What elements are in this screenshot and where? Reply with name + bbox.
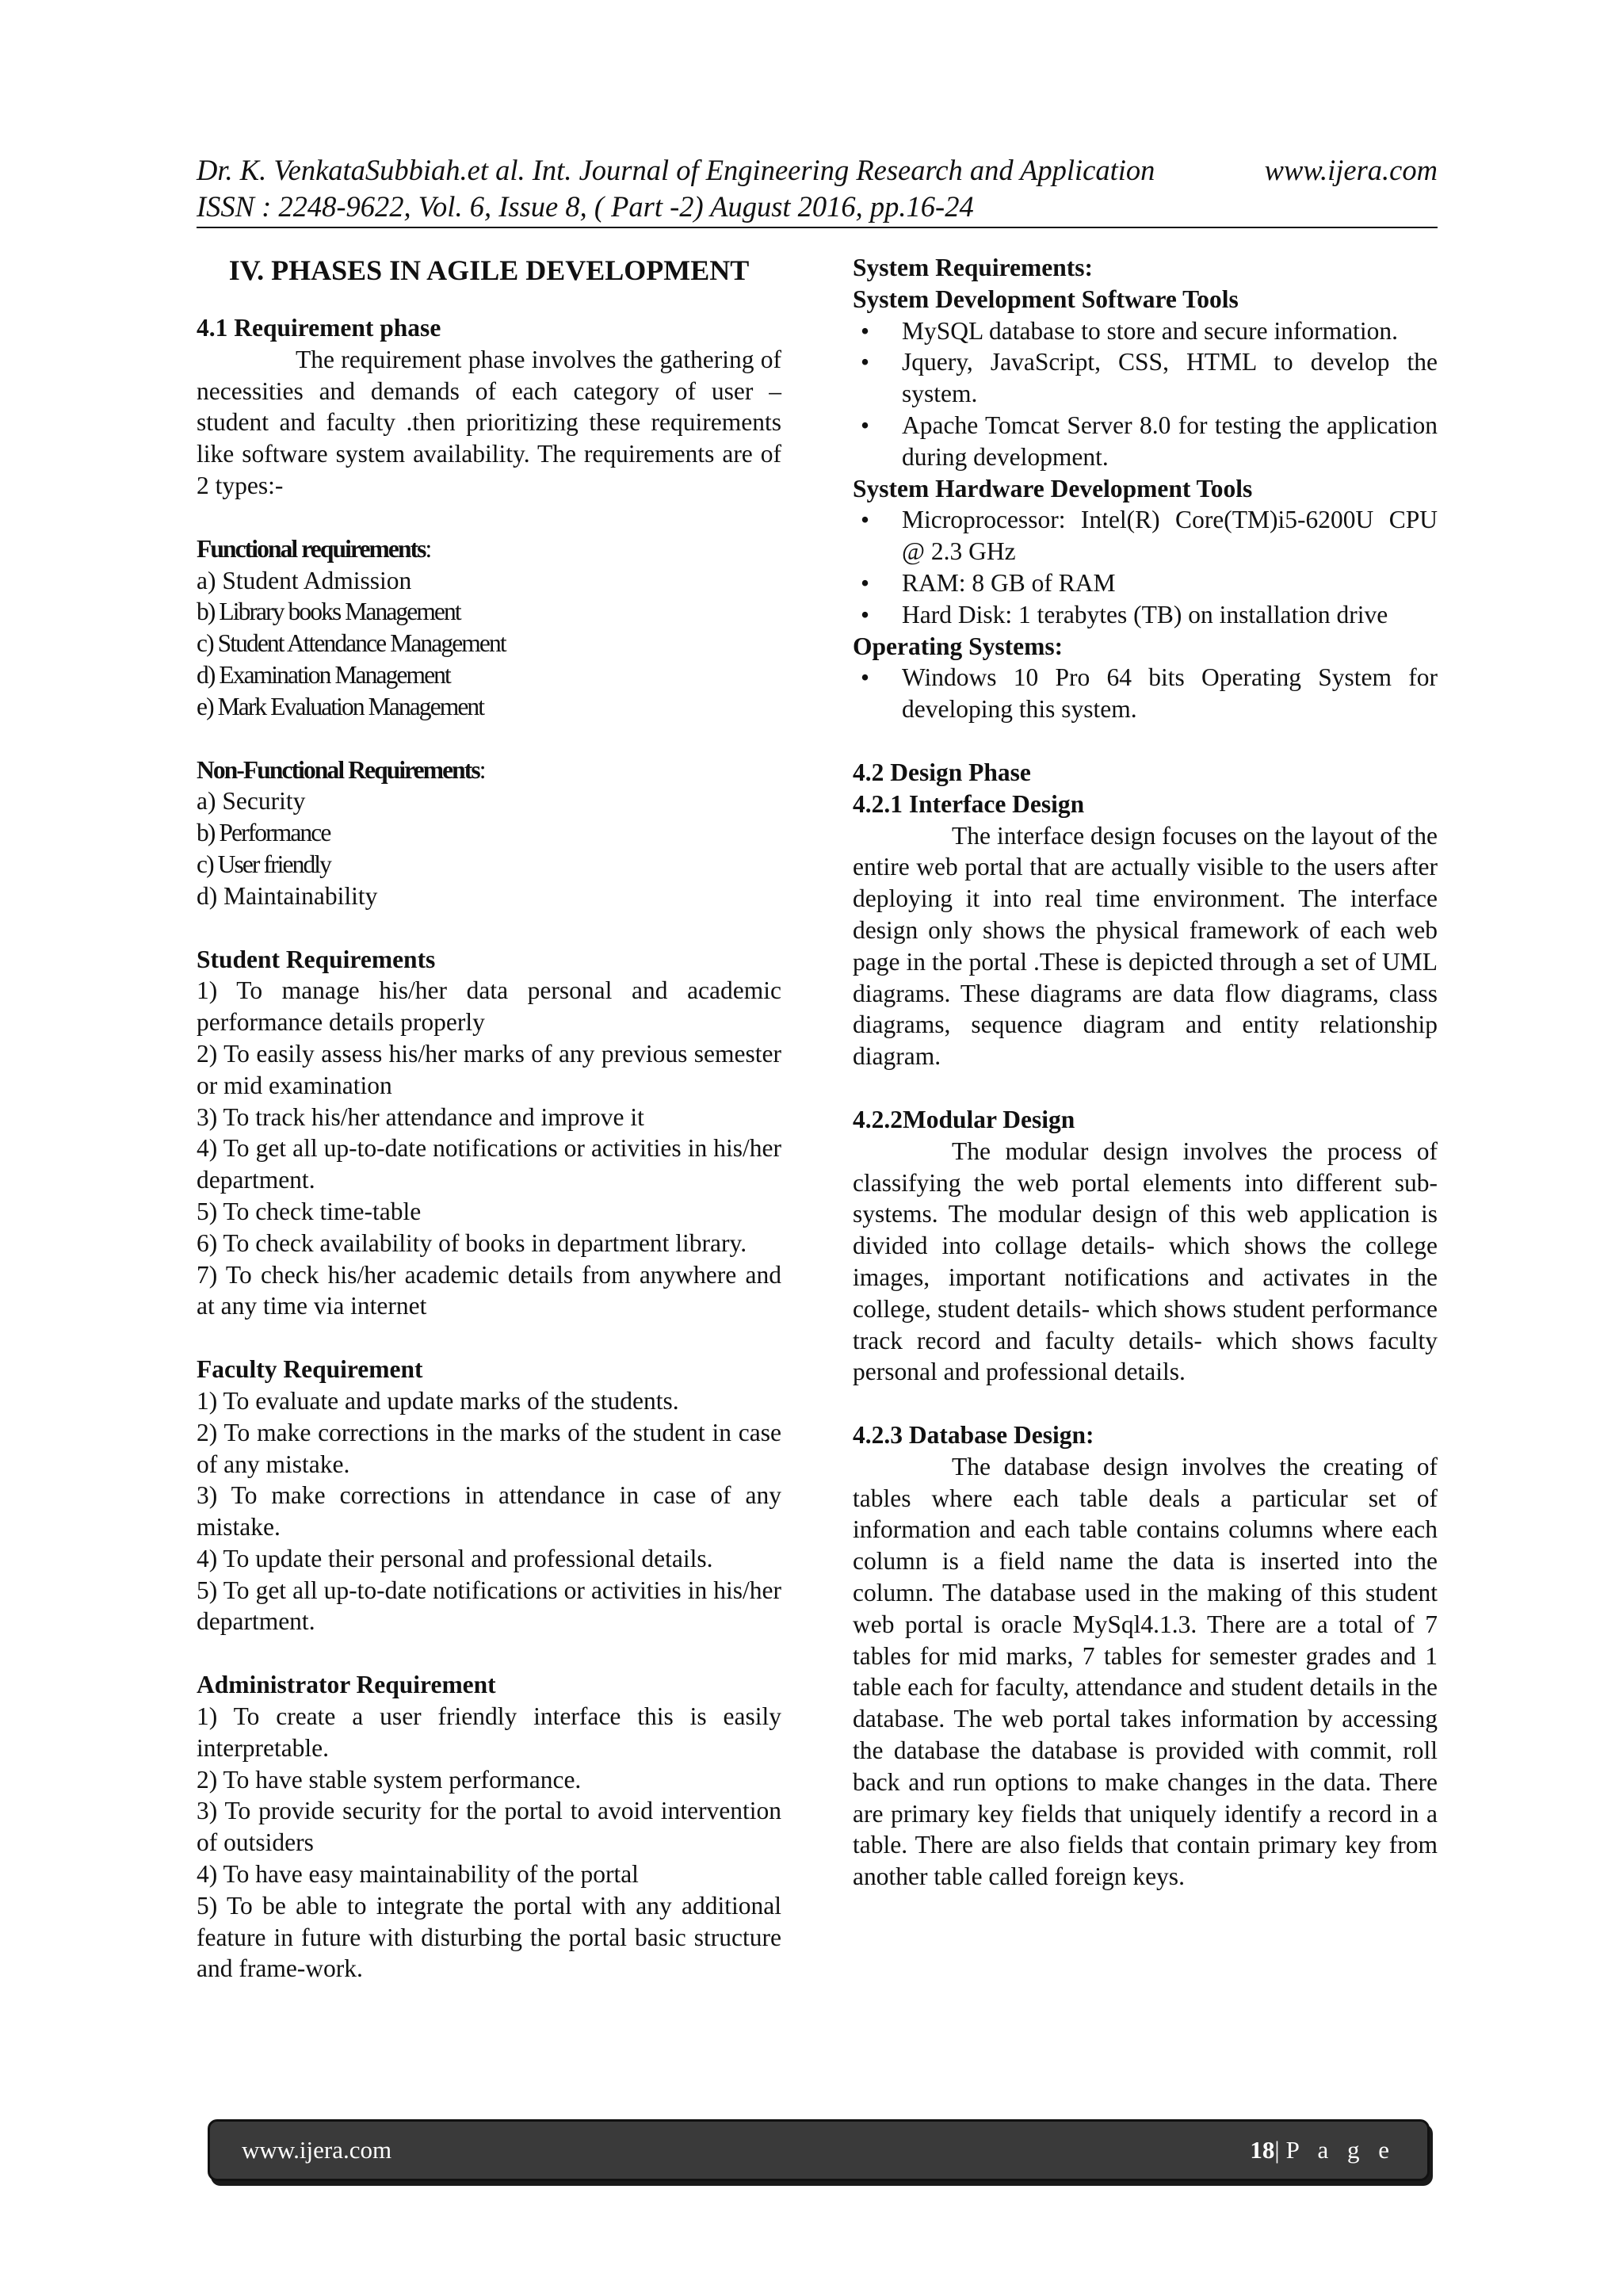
student-requirement-item: 2) To easily assess his/her marks of any previous semester or mid examination — [197, 1039, 781, 1099]
running-header — [197, 152, 1438, 225]
modular-design-paragraph: The modular design involves the process of classifying the web portal elements into different sub-systems. The modular design of this web application is divided into collage details- which shows the college images, important notifications and activates in the college, student details- which shows student performance track record and faculty details- which shows faculty personal and professional details. — [853, 1137, 1438, 1386]
functional-item: e) Mark Evaluation Management — [197, 692, 484, 720]
administrator-requirement-item: 2) To have stable system performance. — [197, 1765, 582, 1794]
bullet-icon: • — [861, 411, 870, 439]
list-item: • RAM: 8 GB of RAM — [853, 567, 1438, 599]
faculty-requirement-item: 4) To update their personal and professional details. — [197, 1544, 713, 1572]
faculty-requirement-heading: Faculty Requirement — [197, 1355, 423, 1384]
student-requirement-item: 3) To track his/her attendance and improve it — [197, 1102, 644, 1131]
functional-item: d) Examination Management — [197, 660, 450, 689]
functional-requirements-heading: Functional requirements: — [197, 534, 433, 563]
student-requirements-heading: Student Requirements — [197, 945, 436, 973]
student-requirement-item: 5) To check time-table — [197, 1197, 422, 1225]
faculty-requirement-item: 1) To evaluate and update marks of the students. — [197, 1386, 679, 1415]
nonfunctional-requirements-heading: Non-Functional Requirements: — [197, 755, 487, 784]
section-title: IV. PHASES IN AGILE DEVELOPMENT — [228, 254, 750, 286]
faculty-requirement-item: 2) To make corrections in the marks of the student in case of any mistake. — [197, 1418, 781, 1478]
faculty-requirement-item: 3) To make corrections in attendance in case of any mistake. — [197, 1481, 781, 1541]
software-tools-list — [853, 315, 1438, 473]
bullet-icon: • — [861, 663, 870, 692]
administrator-requirement-item: 3) To provide security for the portal to avoid intervention of outsiders — [197, 1797, 781, 1857]
hardware-tools-heading: System Hardware Development Tools — [853, 474, 1253, 502]
right-column — [853, 252, 1438, 1893]
student-requirement-item: 6) To check availability of books in department library. — [197, 1228, 747, 1257]
administrator-requirement-item: 4) To have easy maintainability of the portal — [197, 1860, 639, 1889]
nonfunctional-item: c) User friendly — [197, 850, 331, 878]
header-divider — [197, 227, 1438, 228]
design-phase-heading: 4.2 Design Phase — [853, 758, 1031, 786]
requirement-phase-paragraph: The requirement phase involves the gathering of necessities and demands of each category of user – student and faculty .then prioritizing these requirements like software system availability. The requirements are of 2 types:- — [197, 345, 781, 499]
nonfunctional-item: b) Performance — [197, 819, 330, 847]
list-item: • Windows 10 Pro 64 bits Operating System for developing this system. — [861, 663, 1438, 724]
software-tools-heading: System Development Software Tools — [853, 285, 1239, 313]
list-item: • Microprocessor: Intel(R) Core(TM)i5-6200U CPU @ 2.3 GHz — [861, 506, 1438, 566]
functional-item: c) Student Attendance Management — [197, 629, 506, 658]
functional-item: a) Student Admission — [197, 566, 412, 594]
database-design-heading: 4.2.3 Database Design: — [853, 1421, 1094, 1450]
system-requirements-heading: System Requirements: — [853, 254, 1094, 281]
requirement-phase-heading: 4.1 Requirement phase — [197, 314, 441, 342]
nonfunctional-item: d) Maintainability — [197, 881, 378, 910]
interface-design-heading: 4.2.1 Interface Design — [853, 789, 1085, 818]
page-footer — [208, 2119, 1430, 2181]
hardware-tools-list — [853, 504, 1438, 630]
journal-citation: Dr. K. VenkataSubbiah.et al. Int. Journal of Engineering Research and Application — [197, 154, 1155, 186]
operating-systems-heading: Operating Systems: — [853, 632, 1064, 660]
faculty-requirement-item: 5) To get all up-to-date notifications or activities in his/her department. — [197, 1576, 781, 1636]
list-item: • Hard Disk: 1 terabytes (TB) on installation drive — [853, 599, 1438, 631]
journal-website[interactable]: www.ijera.com — [1264, 154, 1438, 186]
bullet-icon: • — [861, 506, 870, 534]
student-requirement-item: 4) To get all up-to-date notifications or activities in his/her department. — [197, 1134, 781, 1194]
bullet-icon: • — [861, 348, 870, 376]
list-item: • MySQL database to store and secure information. — [853, 315, 1438, 347]
nonfunctional-item: a) Security — [197, 787, 306, 816]
list-item: • Jquery, JavaScript, CSS, HTML to develop the system. — [861, 348, 1438, 408]
issue-info: ISSN : 2248-9622, Vol. 6, Issue 8, ( Part -2) August 2016, pp.16-24 — [197, 190, 974, 223]
left-column — [197, 252, 781, 1985]
list-item: • Apache Tomcat Server 8.0 for testing the application during development. — [861, 411, 1438, 471]
database-design-paragraph: The database design involves the creating of tables where each table deals a particular set of information and each table contains columns where each column is a field name the data is inserted into the column. The database used in the making of this student web portal is oracle MySql4.1.3. There are a total of 7 tables for mid marks, 7 tables for semester grades and 1 table each for faculty, attendance and student details in the database. The web portal takes information by accessing the database the database is provided with commit, roll back and run options to make changes in the data. There are primary key fields that uniquely identify a record in a table. There are also fields that contain primary key from another table called foreign keys. — [853, 1452, 1438, 1891]
student-requirement-item: 1) To manage his/her data personal and academic performance details properly — [197, 976, 781, 1037]
student-requirement-item: 7) To check his/her academic details from anywhere and at any time via internet — [197, 1260, 781, 1320]
bullet-icon: • — [861, 568, 870, 597]
administrator-requirement-item: 5) To be able to integrate the portal with any additional feature in future with disturbing the portal basic structure and frame-work. — [197, 1891, 781, 1983]
functional-item: b) Library books Management — [197, 598, 460, 626]
footer-website-link[interactable]: www.ijera.com — [242, 2136, 392, 2164]
modular-design-heading: 4.2.2Modular Design — [853, 1105, 1075, 1133]
interface-design-paragraph: The interface design focuses on the layout of the entire web portal that are actually visible to the users after deploying it into real time environment. The interface design only shows the physical framework of each web page in the portal .These is depicted through a set of UML diagrams. These diagrams are data flow diagrams, class diagrams, sequence diagram and entity relationship diagram. — [853, 821, 1438, 1071]
bullet-icon: • — [861, 600, 870, 628]
page-number: 18|P a g e — [1250, 2136, 1396, 2164]
operating-systems-list — [853, 662, 1438, 725]
administrator-requirement-item: 1) To create a user friendly interface this is easily interpretable. — [197, 1702, 781, 1762]
bullet-icon: • — [861, 316, 870, 345]
administrator-requirement-heading: Administrator Requirement — [197, 1671, 496, 1699]
